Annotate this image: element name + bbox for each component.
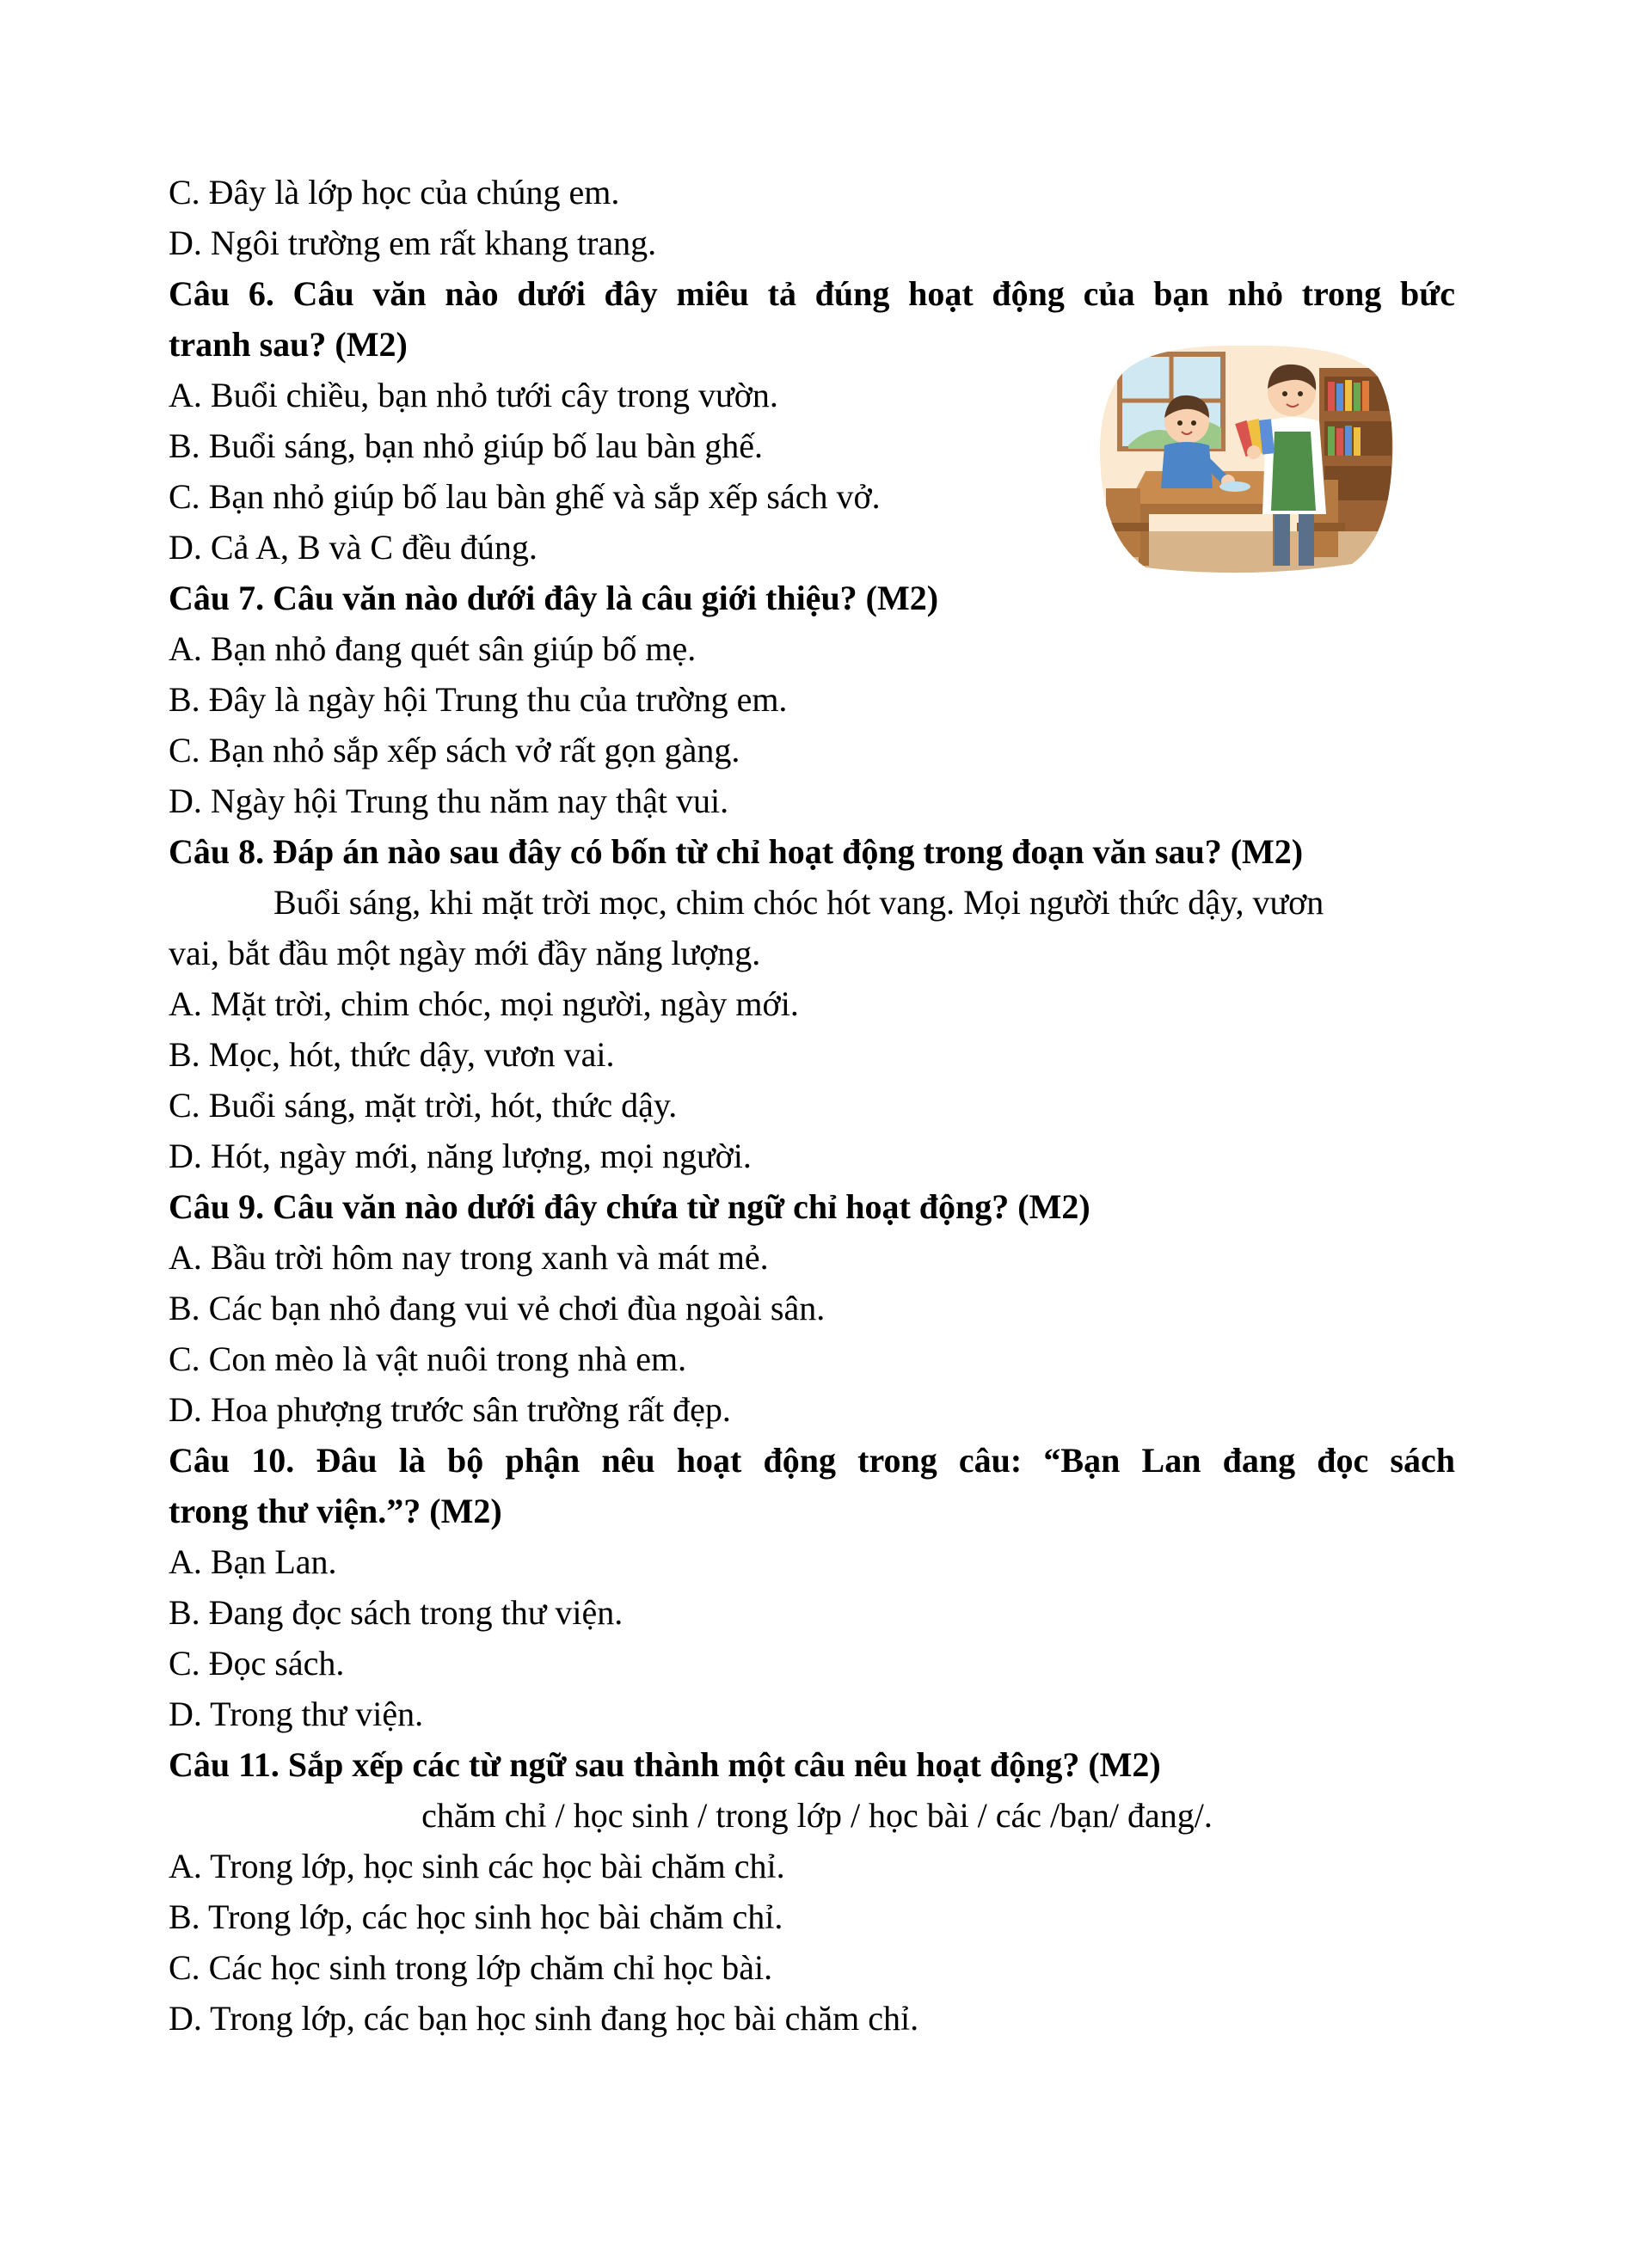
question-10-title-line-2: trong thư viện.”? (M2) <box>169 1492 502 1530</box>
option-d-q8: D. Hót, ngày mới, năng lượng, mọi người. <box>169 1137 752 1175</box>
option-c-q6: C. Bạn nhỏ giúp bố lau bàn ghế và sắp xếp sách vở. <box>169 477 881 516</box>
option-d-q5: D. Ngôi trường em rất khang trang. <box>169 224 657 262</box>
option-b-q10: B. Đang đọc sách trong thư viện. <box>169 1593 624 1632</box>
option-d-q10: D. Trong thư viện. <box>169 1695 424 1733</box>
question-6-title-line-2: tranh sau? (M2) <box>169 325 408 364</box>
option-a-q6: A. Buổi chiều, bạn nhỏ tưới cây trong vườn. <box>169 376 778 414</box>
option-d-q9: D. Hoa phượng trước sân trường rất đẹp. <box>169 1390 731 1429</box>
option-a-q10: A. Bạn Lan. <box>169 1542 337 1581</box>
question-8-passage-line-2: vai, bắt đầu một ngày mới đầy năng lượng. <box>169 934 761 972</box>
option-c-q8: C. Buổi sáng, mặt trời, hót, thức dậy. <box>169 1086 678 1125</box>
option-b-q7: B. Đây là ngày hội Trung thu của trường em. <box>169 680 788 719</box>
question-7-title: Câu 7. Câu văn nào dưới đây là câu giới thiệu? (M2) <box>169 579 939 617</box>
option-c-q11: C. Các học sinh trong lớp chăm chỉ học bài. <box>169 1948 773 1987</box>
option-a-q7: A. Bạn nhỏ đang quét sân giúp bố mẹ. <box>169 629 697 668</box>
question-11-word-list: chăm chỉ / học sinh / trong lớp / học bài / các /bạn/ đang/. <box>421 1796 1213 1835</box>
option-b-q11: B. Trong lớp, các học sinh học bài chăm chỉ. <box>169 1897 783 1936</box>
option-d-q6: D. Cả A, B và C đều đúng. <box>169 528 538 567</box>
option-b-q6: B. Buổi sáng, bạn nhỏ giúp bố lau bàn ghế. <box>169 426 764 465</box>
option-c-q5: C. Đây là lớp học của chúng em. <box>169 173 620 211</box>
option-b-q9: B. Các bạn nhỏ đang vui vẻ chơi đùa ngoài sân. <box>169 1289 826 1327</box>
option-b-q8: B. Mọc, hót, thức dậy, vươn vai. <box>169 1035 615 1074</box>
option-c-q10: C. Đọc sách. <box>169 1644 345 1683</box>
option-a-q11: A. Trong lớp, học sinh các học bài chăm chỉ. <box>169 1847 785 1885</box>
question-10-title-line-1: Câu 10. Đâu là bộ phận nêu hoạt động trong câu: “Bạn Lan đang đọc sách <box>169 1441 1455 1480</box>
question-8-title: Câu 8. Đáp án nào sau đây có bốn từ chỉ hoạt động trong đoạn văn sau? (M2) <box>169 832 1304 871</box>
option-c-q7: C. Bạn nhỏ sắp xếp sách vở rất gọn gàng. <box>169 731 740 769</box>
option-a-q9: A. Bầu trời hôm nay trong xanh và mát mẻ. <box>169 1238 769 1277</box>
option-a-q8: A. Mặt trời, chim chóc, mọi người, ngày mới. <box>169 984 799 1023</box>
option-c-q9: C. Con mèo là vật nuôi trong nhà em. <box>169 1339 687 1378</box>
question-9-title: Câu 9. Câu văn nào dưới đây chứa từ ngữ chỉ hoạt động? (M2) <box>169 1187 1090 1226</box>
question-8-passage-line-1: Buổi sáng, khi mặt trời mọc, chim chóc hót vang. Mọi người thức dậy, vươn <box>273 883 1324 922</box>
option-d-q11: D. Trong lớp, các bạn học sinh đang học bài chăm chỉ. <box>169 1999 919 2038</box>
illustration-child-helping-father-icon <box>1094 342 1397 576</box>
question-6-title-line-1: Câu 6. Câu văn nào dưới đây miêu tả đúng hoạt động của bạn nhỏ trong bức <box>169 274 1455 313</box>
question-11-title: Câu 11. Sắp xếp các từ ngữ sau thành một câu nêu hoạt động? (M2) <box>169 1745 1161 1784</box>
option-d-q7: D. Ngày hội Trung thu năm nay thật vui. <box>169 782 729 820</box>
